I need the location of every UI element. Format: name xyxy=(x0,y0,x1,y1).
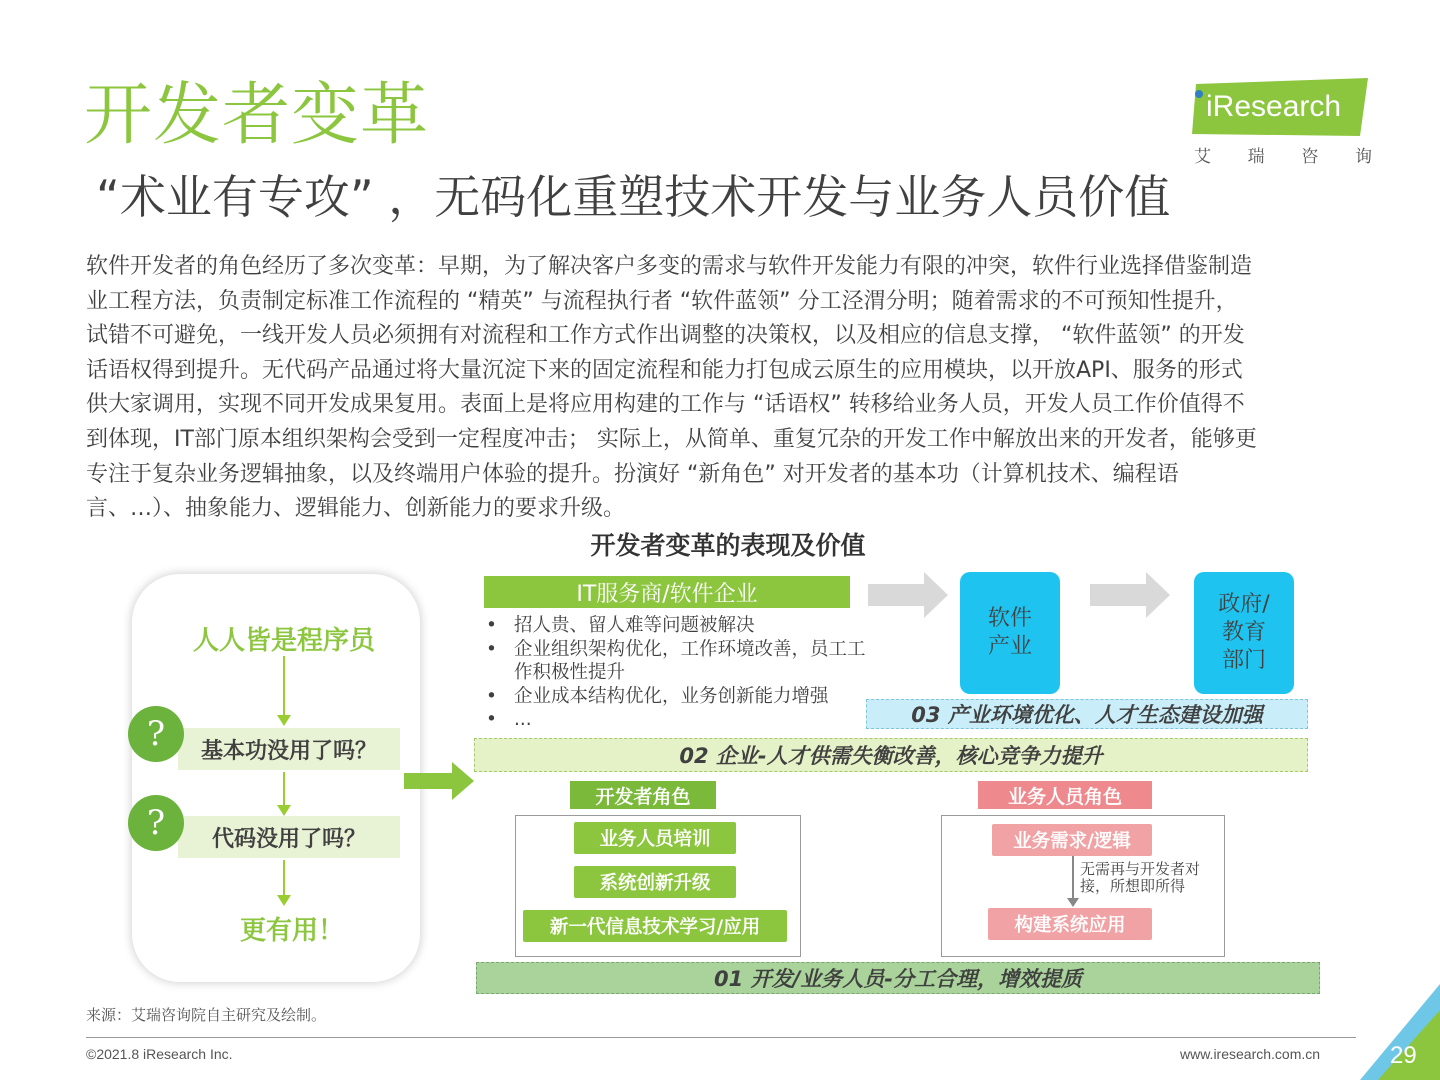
box-label-line: 教育 xyxy=(1221,620,1266,645)
question-box-2: 代码没用了吗？ xyxy=(178,816,400,858)
source-note: 来源：艾瑞咨询院自主研究及绘制。 xyxy=(86,1006,327,1024)
banner-level-1: 01 开发/业务人员-分工合理，增效提质 xyxy=(476,962,1320,994)
body-line: 到体现，IT部门原本组织架构会受到一定程度冲击； 实际上，从简单、重复冗杂的开发工作中解放出来的开发者，能够更 xyxy=(86,426,1257,452)
logo-wordmark xyxy=(1206,90,1341,124)
logo-brand-word: Research xyxy=(1212,90,1342,123)
benefit-item: • 招人贵、留人难等问题被解决 xyxy=(486,614,866,638)
developer-role-item: 系统创新升级 xyxy=(574,866,736,898)
arrow-down-icon xyxy=(1067,898,1079,907)
logo-cn-char: 瑞 xyxy=(1247,147,1265,167)
note-line: 接，所想即所得 xyxy=(1080,877,1186,895)
logo-cn-char: 询 xyxy=(1354,147,1372,167)
arrow-right-icon xyxy=(404,762,474,800)
business-note xyxy=(1080,861,1200,895)
question-icon: ? xyxy=(128,795,184,851)
footer-divider xyxy=(86,1037,1356,1038)
body-line: 供大家调用，实现不同开发成果复用。表面上是将应用构建的工作与 “话语权” 转移给业务人员，开发人员工作价值得不 xyxy=(86,392,1245,418)
conclusion-text: 更有用！ xyxy=(240,916,345,946)
arrow-down-icon xyxy=(277,715,291,726)
copyright-text: ©2021.8 iResearch Inc. xyxy=(86,1046,233,1062)
arrow-down-icon xyxy=(277,895,291,906)
arrow-right-icon xyxy=(868,572,948,618)
developer-role-item: 业务人员培训 xyxy=(574,822,736,854)
developer-role-item: 新一代信息技术学习/应用 xyxy=(523,910,787,942)
logo-chinese-name xyxy=(1194,142,1372,167)
government-education-box xyxy=(1194,572,1294,694)
benefit-item: • ... xyxy=(486,708,866,732)
page-number: 29 xyxy=(1390,1042,1417,1069)
it-provider-header: IT服务商/软件企业 xyxy=(484,576,850,608)
box-label-line: 部门 xyxy=(1221,648,1266,673)
business-role-label: 业务人员角色 xyxy=(978,781,1152,809)
diagram-title: 开发者变革的表现及价值 xyxy=(590,531,866,560)
business-requirement-item: 业务需求/逻辑 xyxy=(992,824,1152,856)
page-subtitle: “术业有专攻” ，无码化重塑技术开发与业务人员价值 xyxy=(96,170,1171,224)
body-line: 专注于复杂业务逻辑抽象，以及终端用户体验的提升。扮演好 “新角色” 对开发者的基本功（计算机技术、编程语 xyxy=(86,461,1179,487)
box-label-line: 政府/ xyxy=(1218,592,1270,617)
benefit-item: • 企业成本结构优化，业务创新能力增强 xyxy=(486,685,866,709)
question-box-1: 基本功没用了吗？ xyxy=(178,728,400,770)
question-icon: ? xyxy=(128,706,184,762)
body-line: 话语权得到提升。无代码产品通过将大量沉淀下来的固定流程和能力打包成云原生的应用模块，以开放API、服务的形式 xyxy=(86,357,1243,383)
body-line: 软件开发者的角色经历了多次变革：早期，为了解决客户多变的需求与软件开发能力有限的冲突，软件行业选择借鉴制造 xyxy=(86,254,1253,279)
flow-line xyxy=(283,772,285,806)
website-url: www.iresearch.com.cn xyxy=(1180,1046,1321,1062)
note-line: 无需再与开发者对 xyxy=(1080,860,1201,878)
benefit-item: • 企业组织架构优化，工作环境改善，员工工作积极性提升 xyxy=(486,638,866,685)
banner-level-3: 03 产业环境优化、人才生态建设加强 xyxy=(866,699,1308,729)
benefit-list xyxy=(486,614,866,732)
banner-level-2: 02 企业-人才供需失衡改善，核心竞争力提升 xyxy=(474,738,1308,772)
developer-role-label: 开发者角色 xyxy=(570,781,716,809)
page-title: 开发者变革 xyxy=(84,76,430,155)
body-line: 业工程方法，负责制定标准工作流程的 “精英” 与流程执行者 “软件蓝领” 分工泾渭分明；随着需求的不可预知性提升， xyxy=(86,288,1238,314)
body-paragraph xyxy=(86,250,1366,527)
build-system-item: 构建系统应用 xyxy=(988,908,1152,940)
arrow-right-icon xyxy=(1090,572,1170,618)
arrow-down-icon xyxy=(277,805,291,816)
software-industry-box xyxy=(960,572,1060,694)
body-line: 试错不可避免，一线开发人员必须拥有对流程和工作方式作出调整的决策权，以及相应的信息支撑， “软件蓝领” 的开发 xyxy=(86,323,1245,349)
logo-brand-dot: i xyxy=(1206,90,1213,123)
flow-line xyxy=(283,656,285,716)
logo-cn-char: 艾 xyxy=(1194,147,1211,167)
flow-line xyxy=(1072,856,1074,900)
body-line: 言、…）、抽象能力、逻辑能力、创新能力的要求升级。 xyxy=(86,496,626,522)
left-panel-heading: 人人皆是程序员 xyxy=(192,626,375,656)
logo-cn-char: 咨 xyxy=(1301,147,1319,167)
box-label-line: 产业 xyxy=(987,634,1032,659)
flow-line xyxy=(283,860,285,896)
box-label-line: 软件 xyxy=(987,606,1032,631)
